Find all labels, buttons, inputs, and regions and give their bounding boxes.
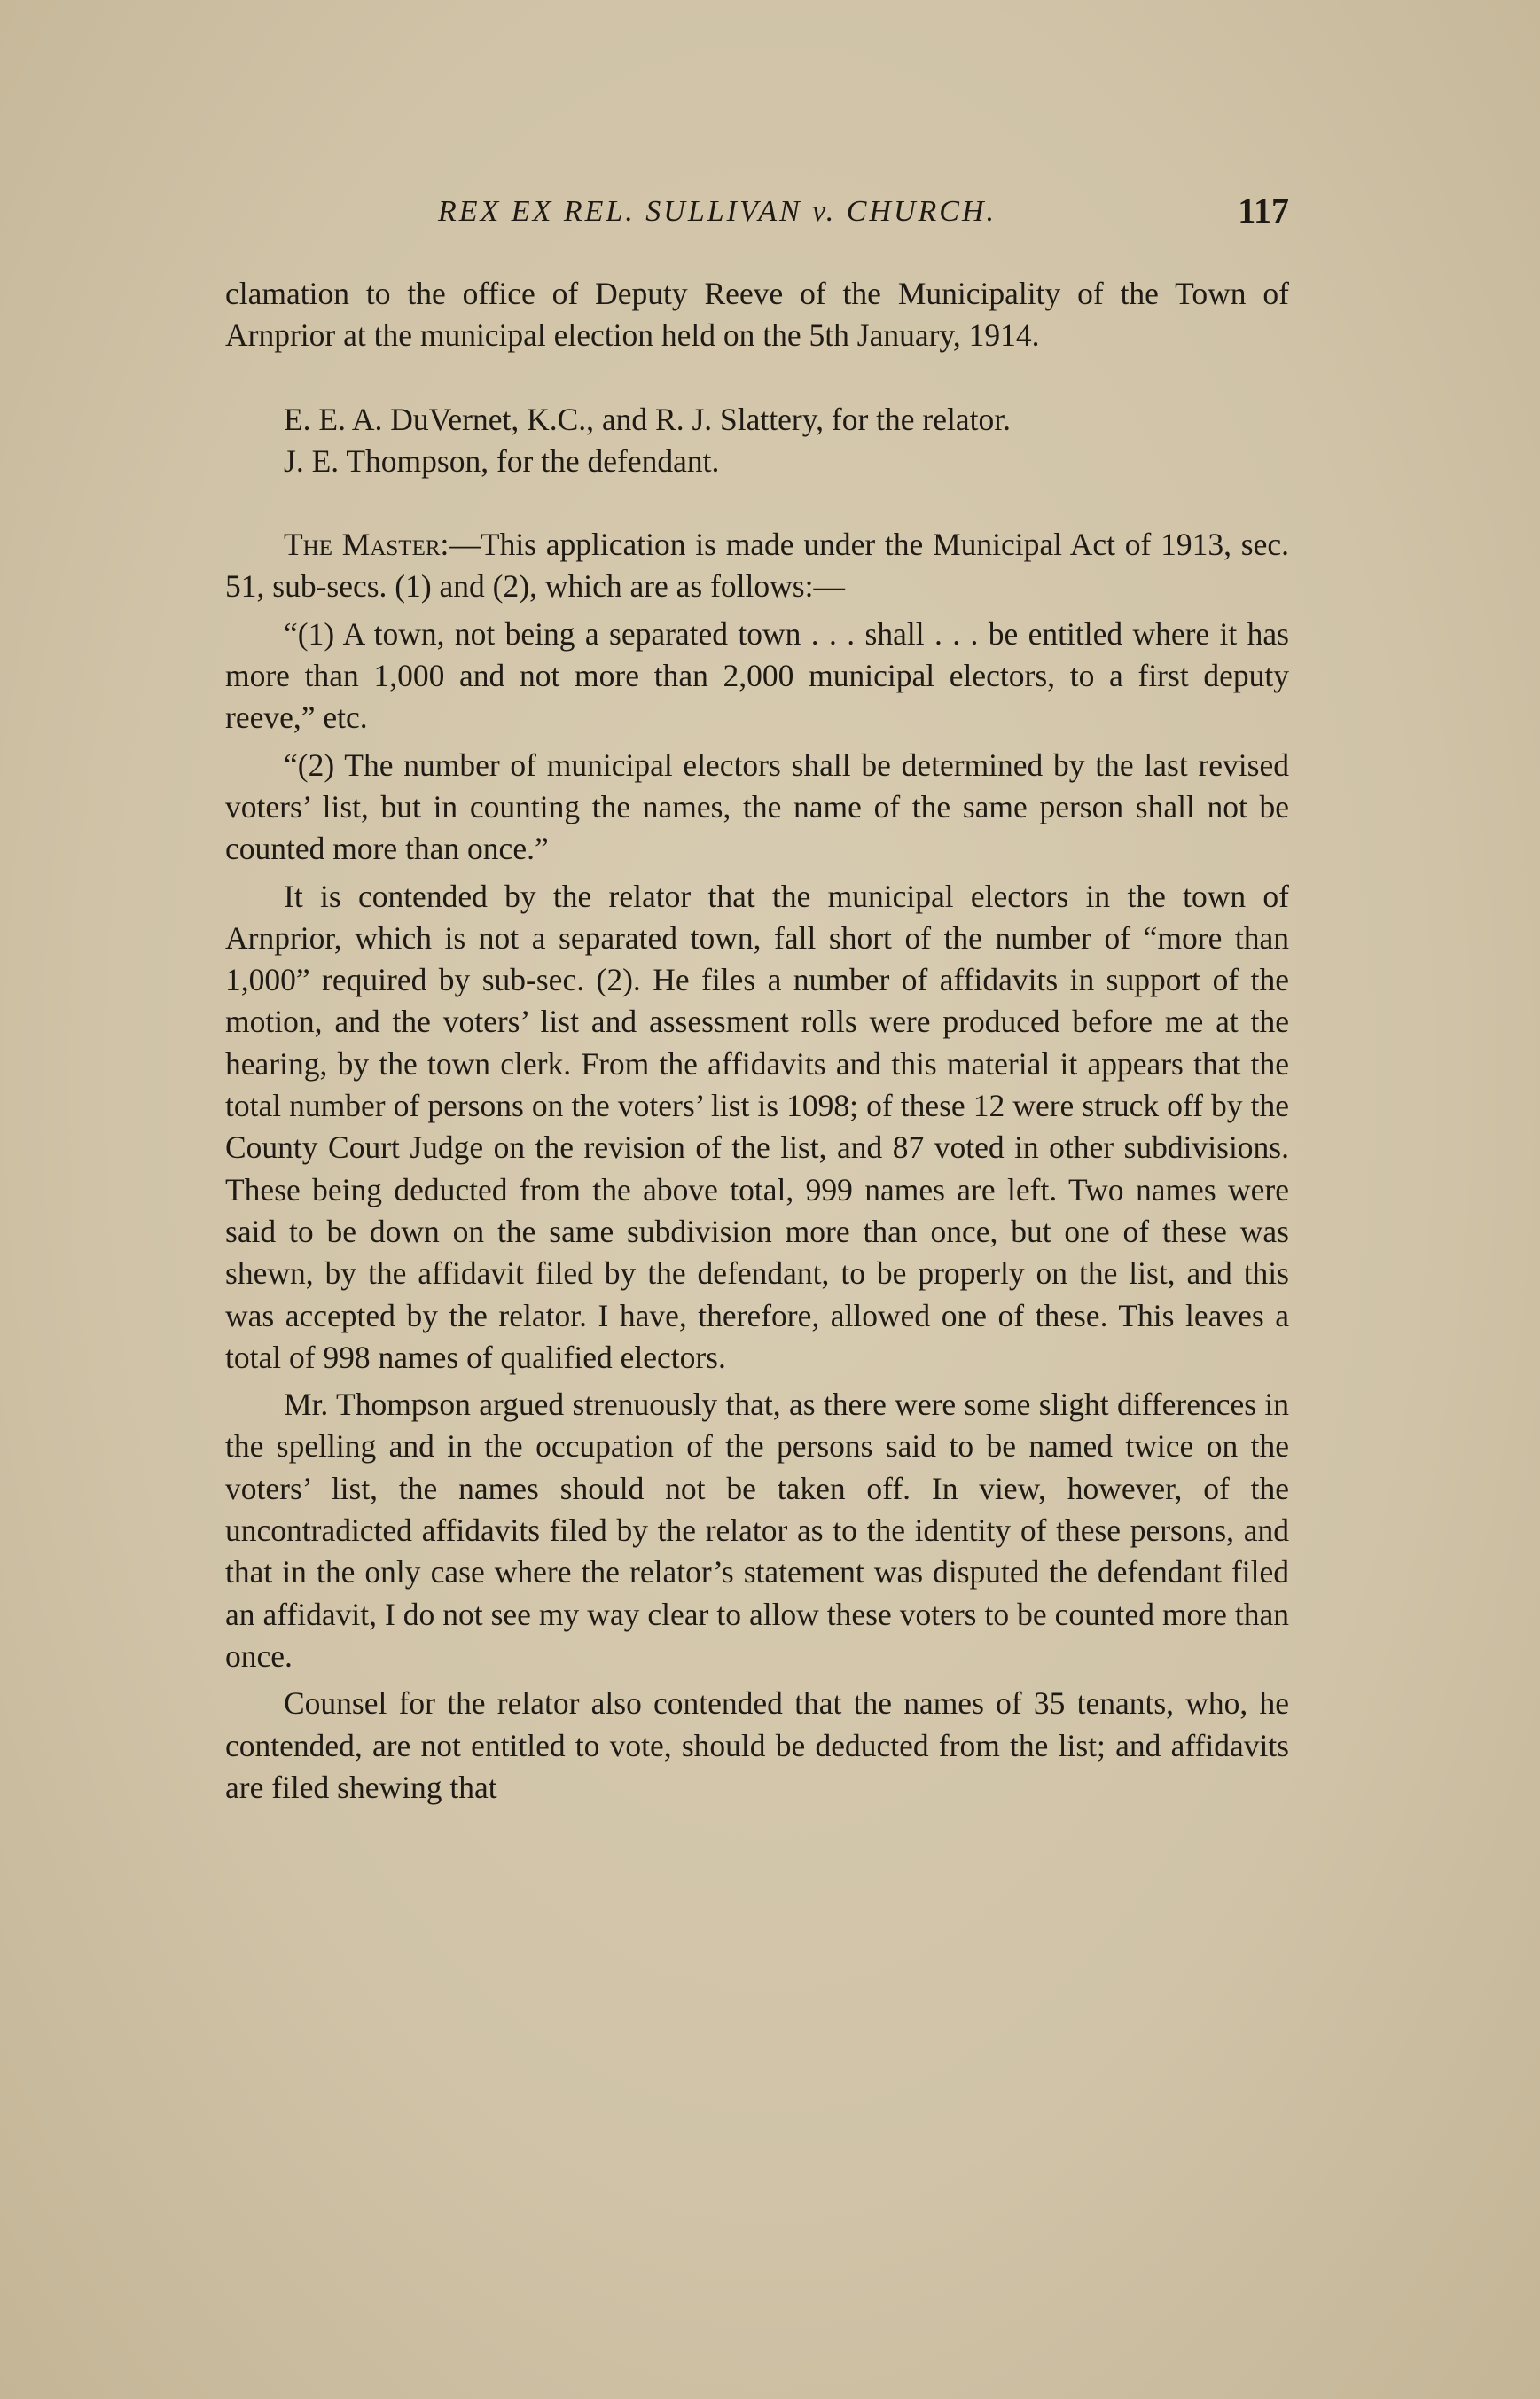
counsel-defendant: J. E. Thompson, for the defendant. [284,442,720,479]
paragraph-master [225,524,1289,608]
page-header [225,190,1289,243]
paragraph-thompson: Mr. Thompson argued strenuously that, as there were some slight differences in the spelling and in the occupation of the persons said to be named twice on the voters’ list, the names should not be taken off. In view, however, of the uncontradicted affidavits filed by the relator as to the identity of these persons, and that in the only case where the relator’s statement was disputed the defendant filed an affidavit, I do not see my way clear to allow these voters to be counted more than once. [225,1387,1289,1674]
paragraph-tenants: Counsel for the relator also contended that the names of 35 tenants, who, he contended, are not entitled to vote, should be deducted from the list; and affidavits are filed shewing that [225,1685,1289,1805]
quote-sub-sec-2: “(2) The number of municipal electors shall be determined by the last revised voters’ list, but in counting the names, the name of the same person shall not be counted more than once.” [225,746,1289,867]
paragraph-continuation: clamation to the office of Deputy Reeve of the Municipality of the Town of Arnprior at the municipal election held on the 5th January, 1914. [225,276,1289,354]
body-text [225,273,1289,1809]
speaker-label: The Master [284,527,441,563]
quote-sub-sec-1: “(1) A town, not being a separated town . . . shall . . . be entitled where it has more than 1,000 and not more than 2,000 municipal electors, to a first deputy reeve,” etc. [225,615,1289,736]
running-head: REX EX REL. SULLIVAN v. CHURCH. [438,195,997,228]
paragraph-master-text: :—This application is made under the Municipal Act of 1913, sec. 51, sub-secs. (1) and (2), which are as follows:— [225,527,1289,605]
counsel-relator: E. E. A. DuVernet, K.C., and R. J. Slattery, for the relator. [284,401,1011,437]
page-number: 117 [1238,191,1289,231]
paragraph-contention: It is contended by the relator that the municipal electors in the town of Arnprior, which is not a separated town, fall short of the number of “more than 1,000” required by sub-sec. (2). He files a number of affidavits in support of the motion, and the voters’ list and assessment rolls were produced before me at the hearing, by the town clerk. From the affidavits and this material it appears that the total number of persons on the voters’ list is 1098; of these 12 were struck off by the County Court Judge on the revision of the list, and 87 voted in other subdivisions. These being deducted from the above total, 999 names are left. Two names were said to be down on the same subdivision more than once, but one of these was shewn, by the affidavit filed by the defendant, to be properly on the list, and this was accepted by the relator. I have, therefore, allowed one of these. This leaves a total of 998 names of qualified electors. [225,878,1289,1375]
